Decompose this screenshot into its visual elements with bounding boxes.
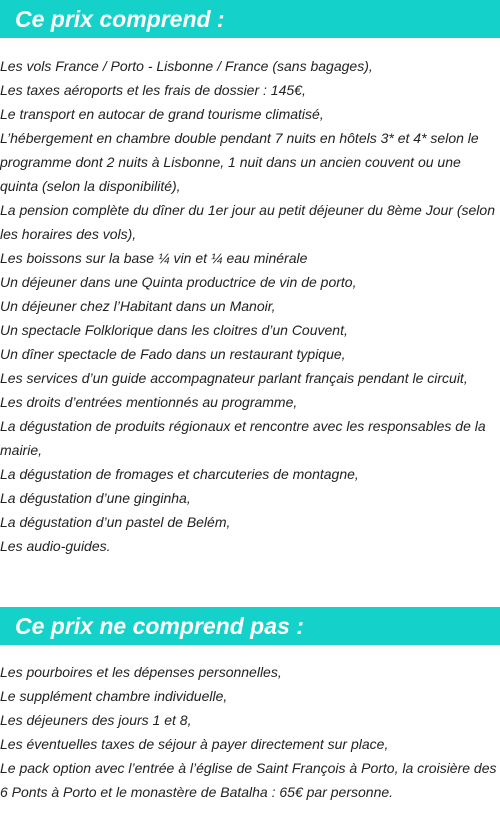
list-item: La dégustation d’une ginginha, xyxy=(0,490,191,506)
list-item: La pension complète du dîner du 1er jour au petit déjeuner du 8ème Jour (selon les horaires des vols), xyxy=(0,202,495,242)
list-item: Le transport en autocar de grand tourisme climatisé, xyxy=(0,106,324,122)
list-item: Les éventuelles taxes de séjour à payer directement sur place, xyxy=(0,736,389,752)
list-item: Les droits d’entrées mentionnés au programme, xyxy=(0,394,298,410)
list-item: Les taxes aéroports et les frais de dossier : 145€, xyxy=(0,82,306,98)
list-item: Le pack option avec l’entrée à l’église de Saint François à Porto, la croisière des 6 Ponts à Porto et le monastère de Batalha : 65€ par personne. xyxy=(0,760,497,800)
list-item: La dégustation de produits régionaux et rencontre avec les responsables de la mairie, xyxy=(0,418,486,458)
list-item: La dégustation d’un pastel de Belém, xyxy=(0,514,231,530)
includes-heading: Ce prix comprend : xyxy=(0,0,500,38)
list-item: Les pourboires et les dépenses personnelles, xyxy=(0,664,282,680)
list-item: La dégustation de fromages et charcuteries de montagne, xyxy=(0,466,359,482)
list-item: Un dîner spectacle de Fado dans un restaurant typique, xyxy=(0,346,346,362)
list-item: Les déjeuners des jours 1 et 8, xyxy=(0,712,192,728)
excludes-heading: Ce prix ne comprend pas : xyxy=(0,607,500,645)
excludes-list xyxy=(0,660,500,804)
list-item: Le supplément chambre individuelle, xyxy=(0,688,228,704)
list-item: Les boissons sur la base ¼ vin et ¼ eau minérale xyxy=(0,250,308,266)
list-item: Un déjeuner chez l’Habitant dans un Manoir, xyxy=(0,298,276,314)
list-item: Un déjeuner dans une Quinta productrice de vin de porto, xyxy=(0,274,357,290)
list-item: L’hébergement en chambre double pendant 7 nuits en hôtels 3* et 4* selon le programme dont 2 nuits à Lisbonne, 1 nuit dans un ancien couvent ou une quinta (selon la disponibilité), xyxy=(0,130,479,194)
list-item: Les audio-guides. xyxy=(0,538,111,554)
includes-list xyxy=(0,54,500,558)
list-item: Un spectacle Folklorique dans les cloitres d’un Couvent, xyxy=(0,322,348,338)
list-item: Les vols France / Porto - Lisbonne / France (sans bagages), xyxy=(0,58,373,74)
list-item: Les services d’un guide accompagnateur parlant français pendant le circuit, xyxy=(0,370,468,386)
